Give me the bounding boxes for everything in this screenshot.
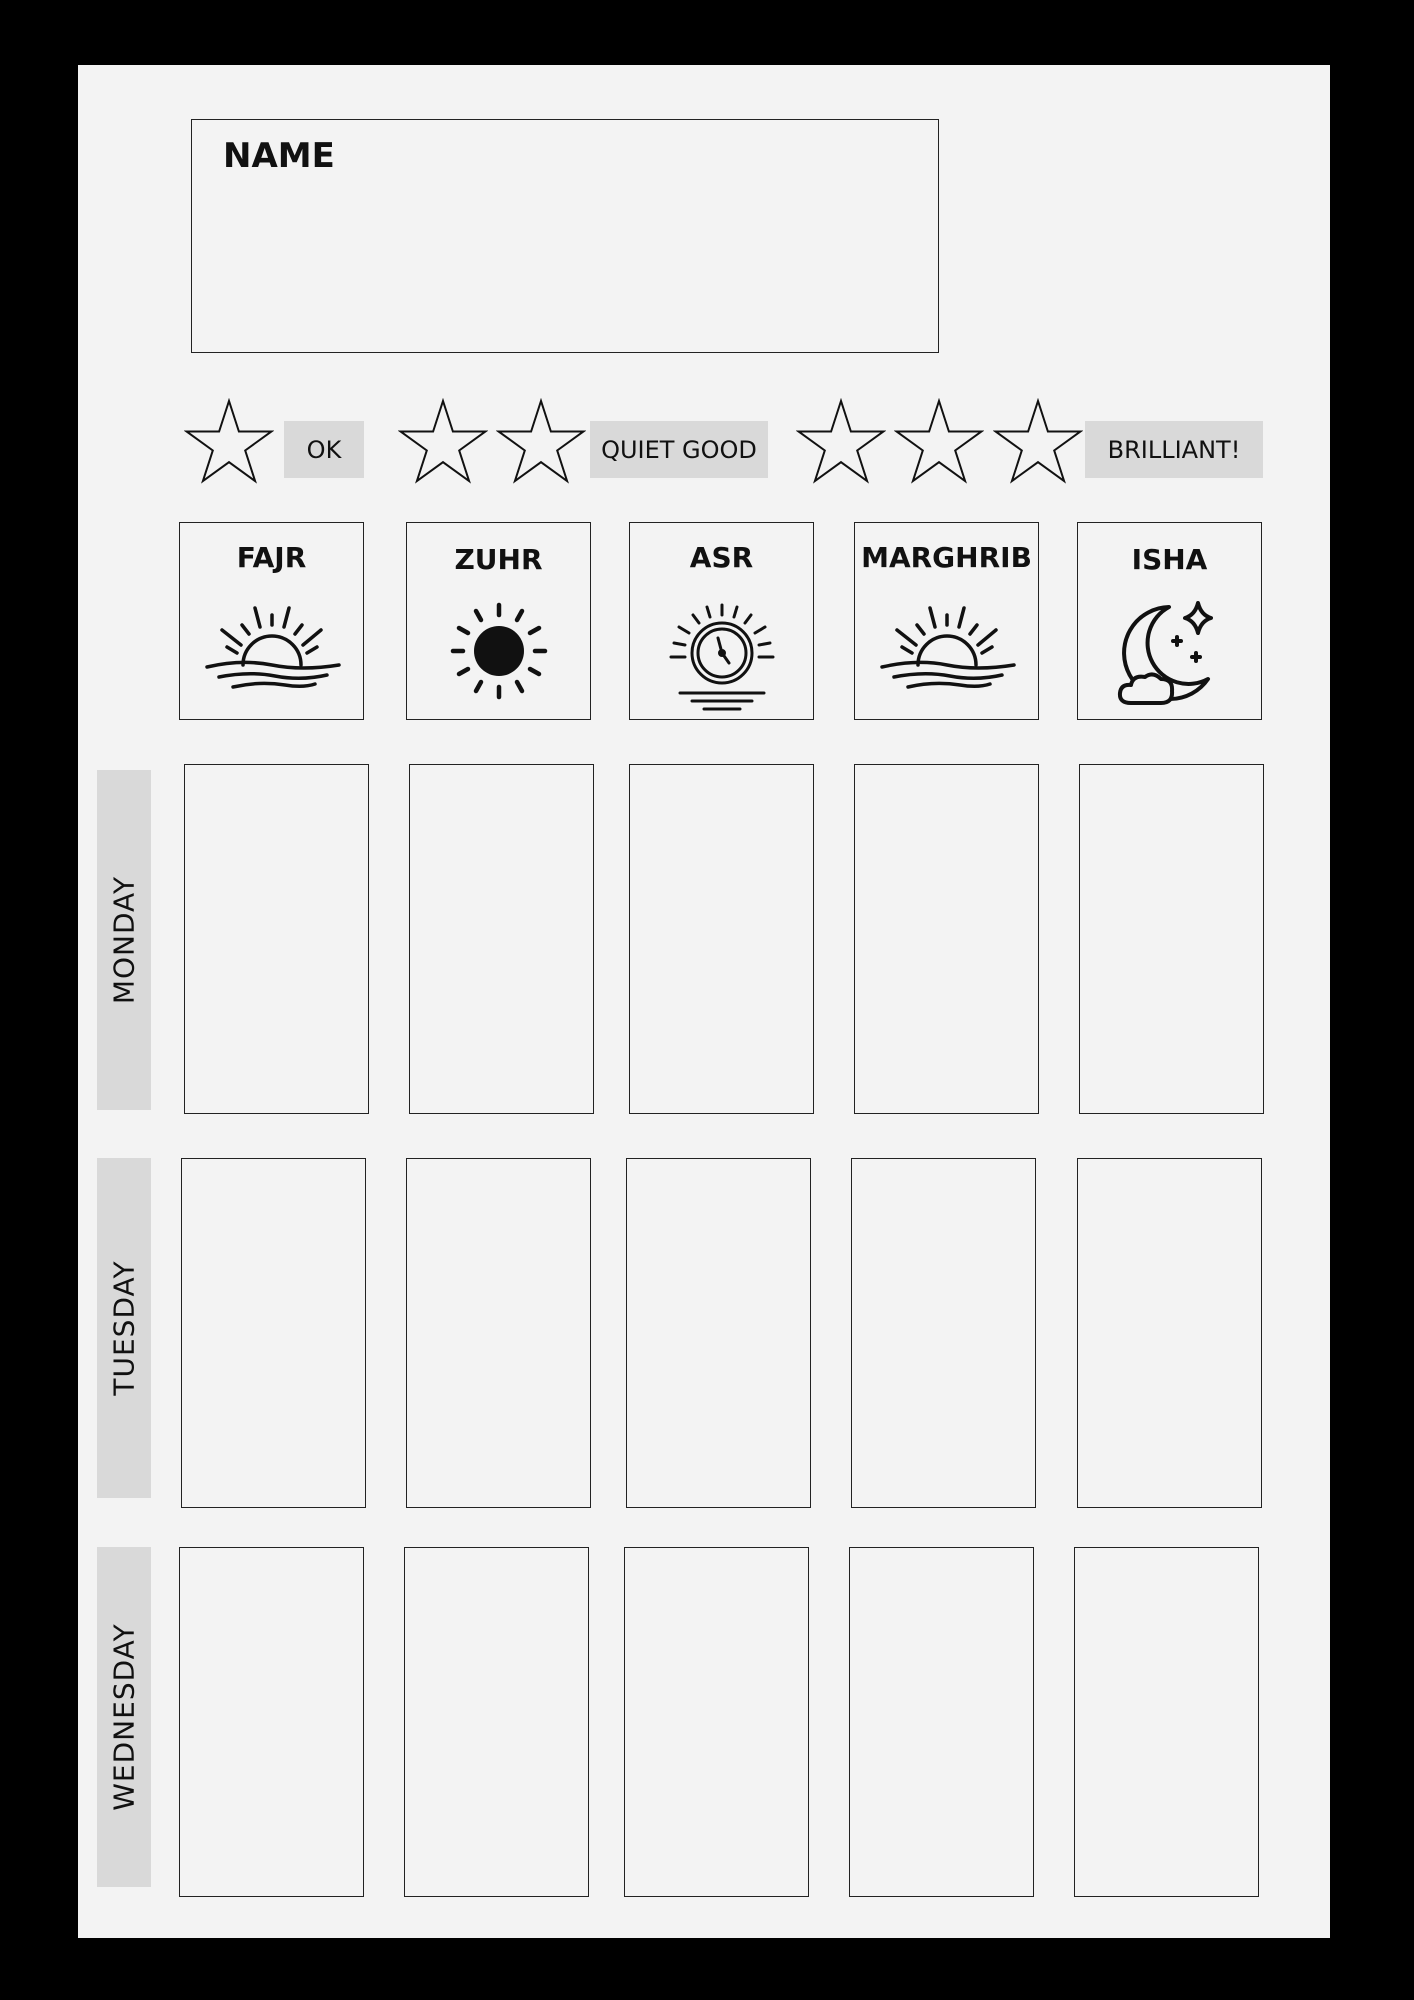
checkbox-cell-tuesday-zuhr[interactable]	[406, 1158, 591, 1508]
prayer-header-isha	[1077, 522, 1262, 720]
checkbox-cell-tuesday-marghrib[interactable]	[851, 1158, 1036, 1508]
prayer-name: FAJR	[236, 541, 307, 574]
prayer-header-fajr	[179, 522, 364, 720]
moon-stars-cloud-icon	[1078, 595, 1261, 715]
day-label: WEDNESDAY	[107, 1623, 141, 1811]
rating-label-quiet-good: QUIET GOOD	[590, 421, 768, 478]
checkbox-cell-wednesday-zuhr[interactable]	[404, 1547, 589, 1897]
sunrise-icon	[180, 595, 363, 715]
star-icon	[496, 398, 586, 484]
sunset-icon	[855, 595, 1038, 715]
checkbox-cell-tuesday-asr[interactable]	[626, 1158, 811, 1508]
prayer-name: ZUHR	[454, 543, 543, 576]
star-icon	[993, 398, 1083, 484]
prayer-name: ISHA	[1131, 543, 1208, 576]
checkbox-cell-monday-asr[interactable]	[629, 764, 814, 1114]
checkbox-cell-wednesday-marghrib[interactable]	[849, 1547, 1034, 1897]
sun-clock-icon	[630, 595, 813, 715]
checkbox-cell-monday-fajr[interactable]	[184, 764, 369, 1114]
checkbox-cell-wednesday-asr[interactable]	[624, 1547, 809, 1897]
checkbox-cell-monday-marghrib[interactable]	[854, 764, 1039, 1114]
prayer-header-zuhr	[406, 522, 591, 720]
sun-icon	[407, 595, 590, 715]
checkbox-cell-monday-zuhr[interactable]	[409, 764, 594, 1114]
checkbox-cell-wednesday-isha[interactable]	[1074, 1547, 1259, 1897]
day-tab-tuesday	[97, 1158, 151, 1498]
star-icon	[398, 398, 488, 484]
checkbox-cell-tuesday-isha[interactable]	[1077, 1158, 1262, 1508]
day-tab-monday	[97, 770, 151, 1110]
prayer-name: MARGHRIB	[861, 541, 1032, 574]
prayer-header-marghrib	[854, 522, 1039, 720]
name-box[interactable]	[191, 119, 939, 353]
chart-page	[78, 65, 1330, 1938]
day-label: TUESDAY	[107, 1260, 141, 1396]
day-tab-wednesday	[97, 1547, 151, 1887]
day-label: MONDAY	[107, 875, 141, 1005]
checkbox-cell-wednesday-fajr[interactable]	[179, 1547, 364, 1897]
checkbox-cell-tuesday-fajr[interactable]	[181, 1158, 366, 1508]
prayer-header-asr	[629, 522, 814, 720]
name-label: NAME	[223, 136, 335, 176]
star-icon	[796, 398, 886, 484]
rating-label-brilliant: BRILLIANT!	[1085, 421, 1263, 478]
prayer-name: ASR	[689, 541, 754, 574]
star-icon	[894, 398, 984, 484]
star-icon	[184, 398, 274, 484]
checkbox-cell-monday-isha[interactable]	[1079, 764, 1264, 1114]
rating-label-ok: OK	[284, 421, 364, 478]
